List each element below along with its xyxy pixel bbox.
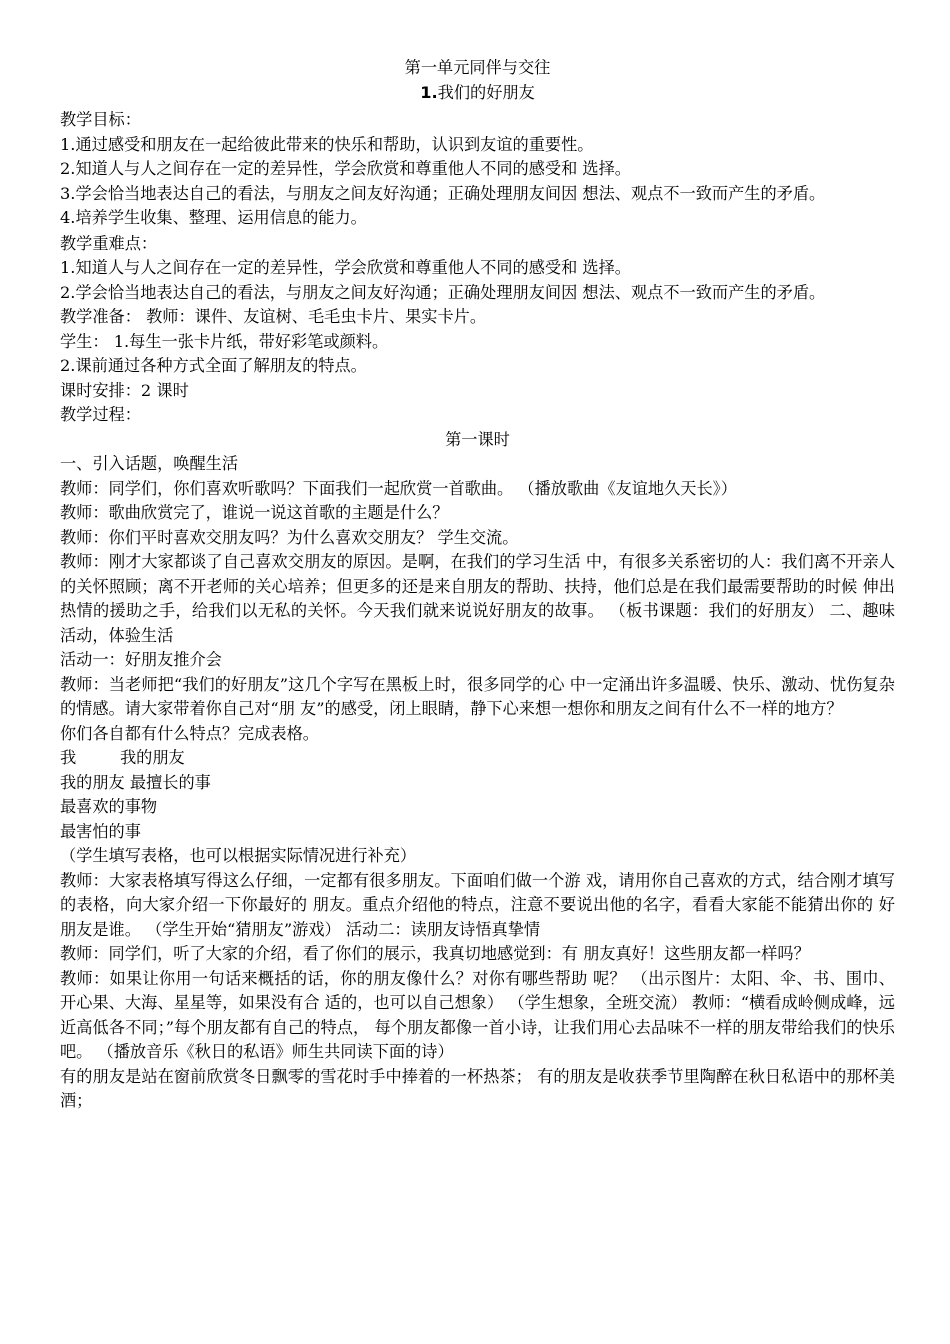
goals-heading: 教学目标： [60, 110, 141, 129]
paragraph: 有的朋友是站在窗前欣赏冬日飘零的雪花时手中捧着的一杯热茶； 有的朋友是收获季节里陶醉在秋日私语中的那杯美酒； [60, 1066, 895, 1110]
goal-item: 2.知道人与人之间存在一定的差异性，学会欣赏和尊重他人不同的感受和 选择。 [60, 159, 631, 178]
paragraph: 教师：歌曲欣赏完了，谁说一说这首歌的主题是什么？ [60, 503, 449, 522]
table-col-me: 我 [60, 748, 77, 767]
unit-title: 第一单元同伴与交往 [404, 58, 551, 77]
lesson-name: 我们的好朋友 [437, 82, 535, 102]
goal-item: 1.通过感受和朋友在一起给彼此带来的快乐和帮助，认识到友谊的重要性。 [60, 134, 594, 154]
paragraph: 教师：你们平时喜欢交朋友吗？为什么喜欢交朋友？ 学生交流。 [60, 527, 519, 547]
table-row: 最喜欢的事物 [60, 797, 158, 816]
key-points-heading: 教学重难点： [60, 233, 158, 253]
table-row: 最害怕的事 [60, 821, 141, 841]
lesson-title [60, 81, 895, 106]
prep-student: 学生： 1.每生一张卡片纸，带好彩笔或颜料。 [60, 331, 389, 351]
key-point-item: 2.学会恰当地表达自己的看法，与朋友之间友好沟通；正确处理朋友间因 想法、观点不一致而产生的矛盾。 [60, 282, 826, 302]
activity-heading: 活动一：好朋友推介会 [60, 650, 222, 669]
lesson1-heading: 第一课时 [445, 429, 510, 449]
process-heading: 教学过程： [60, 405, 141, 424]
goal-item: 3.学会恰当地表达自己的看法，与朋友之间友好沟通；正确处理朋友间因 想法、观点不一致而产生的矛盾。 [60, 183, 826, 203]
prep-teacher: 教学准备： 教师：课件、友谊树、毛毛虫卡片、果实卡片。 [60, 307, 487, 326]
paragraph: 教师：同学们，你们喜欢听歌吗？下面我们一起欣赏一首歌曲。 （播放歌曲《友谊地久天长》） [60, 478, 737, 498]
paragraph: 教师：如果让你用一句话来概括的话，你的朋友像什么？对你有哪些帮助 呢？ （出示图片：太阳、伞、书、围巾、开心果、大海、星星等，如果没有合 适的，也可以自己想象） （学生想象，全班交流） 教师：“横看成岭侧成峰，远近高低各不同；”每个朋友都有自己的特点， 每个朋友都像一首小诗，让我们用心去品味不一样的朋友带给我们的快乐吧。 （播放音乐《秋日的私语》师生共同读下面的诗） [60, 968, 895, 1061]
paragraph: 你们各自都有什么特点？完成表格。 [60, 723, 319, 743]
key-point-item: 1.知道人与人之间存在一定的差异性，学会欣赏和尊重他人不同的感受和 选择。 [60, 258, 631, 277]
document-page [60, 56, 895, 1114]
schedule: 课时安排：2 课时 [60, 380, 189, 400]
table-row: 我的朋友 最擅长的事 [60, 772, 211, 792]
goal-item: 4.培养学生收集、整理、运用信息的能力。 [60, 208, 367, 227]
paragraph: 教师：大家表格填写得这么仔细，一定都有很多朋友。下面咱们做一个游 戏，请用你自己喜欢的方式，结合刚才填写的表格，向大家介绍一下你最好的 朋友。重点介绍他的特点，注意不要说出他的名字，看看大家能不能猜出你的 好朋友是谁。 （学生开始“猜朋友”游戏） 活动二：读朋友诗悟真挚情 [60, 870, 895, 939]
table-header-row [60, 746, 895, 771]
paragraph: 教师：同学们，听了大家的介绍，看了你们的展示，我真切地感觉到：有 朋友真好！这些朋友都一样吗？ [60, 944, 810, 963]
table-col-friend: 我的朋友 [120, 748, 185, 767]
prep-student-2: 2.课前通过各种方式全面了解朋友的特点。 [60, 356, 367, 375]
paragraph: 教师：当老师把“我们的好朋友”这几个字写在黑板上时，很多同学的心 中一定涌出许多温暖、快乐、激动、忧伤复杂的情感。请大家带着你自己对“朋 友”的感受，闭上眼睛，静下心来想一想你和朋友之间有什么不一样的地方？ [60, 674, 895, 718]
section-heading: 一、引入话题，唤醒生活 [60, 454, 239, 473]
lesson-number: 1. [420, 82, 438, 102]
paragraph: 教师：刚才大家都谈了自己喜欢交朋友的原因。是啊，在我们的学习生活 中，有很多关系密切的人：我们离不开亲人的关怀照顾；离不开老师的关心培养；但更多的还是来自朋友的帮助、扶持，他们总是在我们最需要帮助的时候 伸出热情的援助之手，给我们以无私的关怀。今天我们就来说说好朋友的故事。 （板书课题：我们的好朋友） 二、趣味活动，体验生活 [60, 552, 895, 645]
paragraph: （学生填写表格，也可以根据实际情况进行补充） [60, 846, 417, 865]
